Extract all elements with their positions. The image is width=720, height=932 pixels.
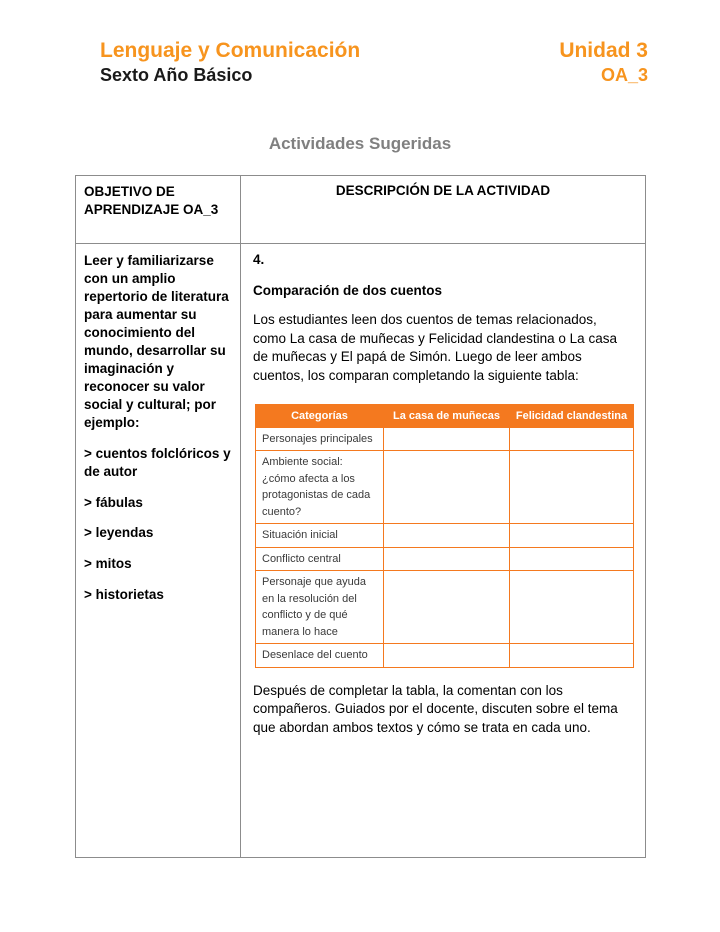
objective-intro-text: Leer y familiarizarse con un amplio repertorio de literatura para aumentar su conocimiento del mundo, desarrollar su imaginación y reconocer su valor social y cultural; por ejemplo: <box>84 253 229 430</box>
objective-list-item: > mitos <box>84 556 132 572</box>
header-left <box>100 38 360 88</box>
empty-answer-cell <box>510 644 634 668</box>
table-row <box>256 644 634 668</box>
unit-label: Unidad 3 <box>559 39 648 62</box>
objective-list-item: > leyendas <box>84 525 154 541</box>
comparison-table-header-row <box>256 404 634 427</box>
empty-answer-cell <box>384 547 510 571</box>
empty-answer-cell <box>510 547 634 571</box>
empty-answer-cell <box>384 644 510 668</box>
empty-answer-cell <box>384 571 510 644</box>
empty-answer-cell <box>384 524 510 548</box>
table-row <box>256 524 634 548</box>
empty-answer-cell <box>384 451 510 524</box>
empty-answer-cell <box>510 451 634 524</box>
category-cell: Situación inicial <box>256 524 384 548</box>
activities-table <box>75 175 646 858</box>
activity-description-cell <box>241 244 646 858</box>
table-row <box>256 451 634 524</box>
section-title: Actividades Sugeridas <box>268 133 452 153</box>
activity-closing-paragraph: Después de completar la tabla, la comentan con los compañeros. Guiados por el docente, discuten sobre el tema que abordan ambos textos y cómo se trata en cada uno. <box>253 682 618 735</box>
main-table-body-row <box>76 244 646 858</box>
empty-answer-cell <box>510 571 634 644</box>
objective-list-item: > cuentos folclóricos y de autor <box>84 445 231 479</box>
comparison-table <box>255 404 634 668</box>
activity-number: 4. <box>253 252 265 268</box>
category-cell: Personajes principales <box>256 427 384 451</box>
table-row <box>256 427 634 451</box>
empty-answer-cell <box>384 427 510 451</box>
objective-list-item: > fábulas <box>84 494 143 510</box>
description-column-header: DESCRIPCIÓN DE LA ACTIVIDAD <box>241 175 646 243</box>
comparison-header-story-b: Felicidad clandestina <box>510 404 634 427</box>
main-table-header-row <box>76 175 646 243</box>
objective-cell <box>76 244 241 858</box>
header-right <box>559 38 648 88</box>
objective-column-header: OBJETIVO DE APRENDIZAJE OA_3 <box>76 175 241 243</box>
objective-list-item: > historietas <box>84 587 164 603</box>
category-cell: Ambiente social: ¿cómo afecta a los protagonistas de cada cuento? <box>256 451 384 524</box>
activity-title: Comparación de dos cuentos <box>253 283 443 299</box>
table-row <box>256 571 634 644</box>
oa-label: OA_3 <box>600 65 648 86</box>
grade-subtitle: Sexto Año Básico <box>100 65 253 86</box>
comparison-header-categories: Categorías <box>256 404 384 427</box>
document-header <box>0 0 720 88</box>
subject-title: Lenguaje y Comunicación <box>100 39 361 62</box>
category-cell: Conflicto central <box>256 547 384 571</box>
empty-answer-cell <box>510 524 634 548</box>
table-row <box>256 547 634 571</box>
activity-intro-paragraph: Los estudiantes leen dos cuentos de temas relacionados, como La casa de muñecas y Felicidad clandestina o La casa de muñecas y El papá de Simón. Luego de leer ambos cuentos, los comparan completando la siguiente tabla: <box>253 312 617 383</box>
empty-answer-cell <box>510 427 634 451</box>
comparison-header-story-a: La casa de muñecas <box>384 404 510 427</box>
category-cell: Personaje que ayuda en la resolución del conflicto y de qué manera lo hace <box>256 571 384 644</box>
category-cell: Desenlace del cuento <box>256 644 384 668</box>
